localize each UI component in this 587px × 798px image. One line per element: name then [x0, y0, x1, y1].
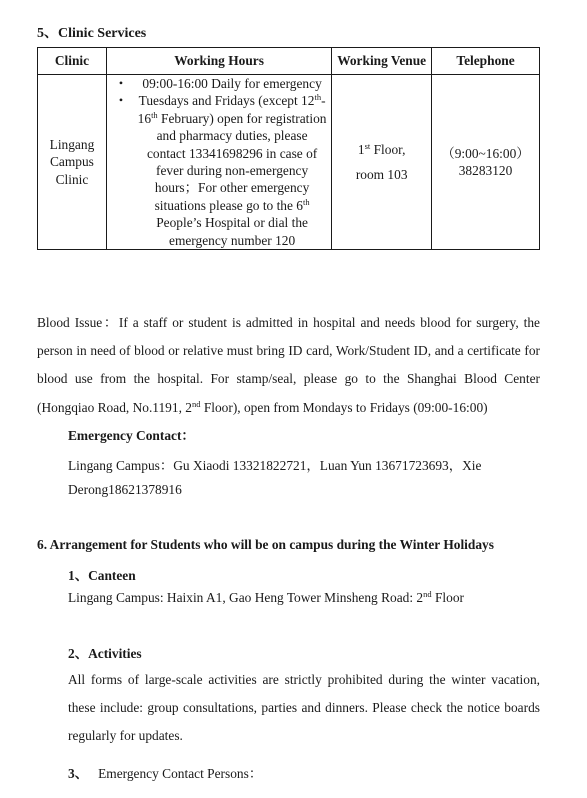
emergency-contacts-line2: Derong18621378916: [68, 482, 182, 497]
header-telephone: Telephone: [432, 48, 540, 75]
clinic-cell: [38, 75, 107, 250]
clinic-name-line1: Lingang: [49, 136, 95, 152]
telephone-cell: [432, 75, 540, 250]
section-5-heading: 5、Clinic Services: [37, 26, 147, 41]
emergency-contacts-line1: Lingang Campus：Gu Xiaodi 13321822721，Luan Yun 13671723693，Xie: [68, 458, 482, 473]
header-working-hours: Working Hours: [106, 48, 331, 75]
activities-heading: 2、Activities: [68, 646, 142, 661]
venue-cell: [332, 75, 432, 250]
clinic-services-table: [37, 47, 540, 250]
working-hours-list: [110, 75, 328, 249]
table-row: [38, 75, 540, 250]
hours-bullet-daily: • 09:00-16:00 Daily for emergency: [136, 75, 328, 92]
telephone-hours: （9:00~16:00）: [441, 145, 530, 161]
working-hours-cell: [106, 75, 331, 250]
hours-bullet-tue-fri: • Tuesdays and Fridays (except 12th-16th February) open for registration and pharmacy duties, please contact 13341698296 in case of fever during non-emergency hours；For other emergency situations please go to the 6th People’s Hospital or dial the emergency number 120: [136, 92, 328, 249]
canteen-location: Lingang Campus: Haixin A1, Gao Heng Tower Minsheng Road: 2nd Floor: [68, 589, 464, 605]
blood-issue-paragraph: Blood Issue：If a staff or student is admitted in hospital and needs blood for surgery, the person in need of blood or relative must bring ID card, Work/Student ID, and a certificate for blood use from the hospital. For stamp/seal, please go to the Shanghai Blood Center (Hongqiao Road, No.1191, 2nd Floor), open from Mondays to Fridays (09:00-16:00): [37, 315, 540, 415]
clinic-name-line2: Campus: [50, 154, 94, 170]
emergency-contact-persons: 3、 Emergency Contact Persons：: [68, 766, 263, 781]
section-6-heading: 6. Arrangement for Students who will be on campus during the Winter Holidays: [37, 537, 494, 552]
emergency-contact-heading: Emergency Contact：: [68, 428, 195, 443]
telephone-number: 38283120: [458, 163, 513, 179]
header-clinic: Clinic: [38, 48, 107, 75]
venue-room: room 103: [355, 166, 408, 182]
canteen-heading: 1、Canteen: [68, 568, 136, 583]
venue-floor: 1st Floor,: [357, 141, 406, 158]
header-working-venue: Working Venue: [332, 48, 432, 75]
table-header-row: [38, 48, 540, 75]
clinic-name-line3: Clinic: [55, 171, 89, 187]
activities-paragraph: All forms of large-scale activities are strictly prohibited during the winter vacation, these include: group consultations, parties and dinners. Please check the notice boards regularly for updates.: [68, 672, 540, 744]
